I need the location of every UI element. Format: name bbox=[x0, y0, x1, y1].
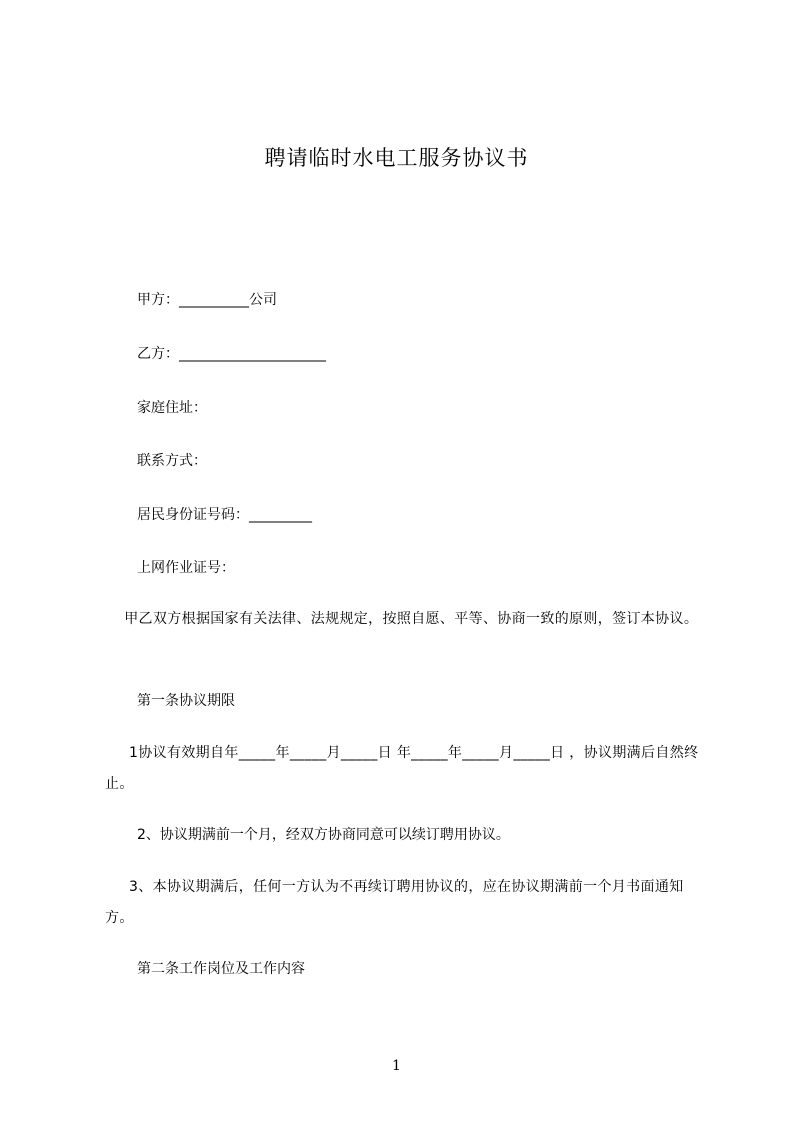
article-1-heading: 第一条协议期限 bbox=[137, 693, 235, 709]
clause-2-paragraph: 2、协议期满前一个月，经双方协商同意可以续订聘用协议。 bbox=[137, 827, 510, 843]
intro-paragraph: 甲乙双方根据国家有关法律、法规规定，按照自愿、平等、协商一致的原则，签订本协议。 bbox=[105, 611, 699, 627]
page-number: 1 bbox=[392, 1058, 401, 1074]
party-b-line: 乙方：_____________________ bbox=[137, 346, 326, 362]
clause-1-paragraph: 1协议有效期自年_____年_____月_____日 年_____年_____月_____日 ，协议期满后自然终止。 bbox=[105, 745, 699, 792]
contact-line: 联系方式： bbox=[137, 453, 207, 469]
article-2-heading: 第二条工作岗位及工作内容 bbox=[137, 961, 305, 977]
party-a-line: 甲方：__________公司 bbox=[137, 292, 277, 308]
online-work-cert-line: 上网作业证号： bbox=[137, 560, 235, 576]
id-number-line: 居民身份证号码：_________ bbox=[137, 507, 312, 523]
clause-3-paragraph: 3、本协议期满后，任何一方认为不再续订聘用协议的，应在协议期满前一个月书面通知方。 bbox=[105, 879, 684, 926]
document-title: 聘请临时水电工服务协议书 bbox=[264, 146, 529, 170]
home-address-line: 家庭住址： bbox=[137, 400, 207, 416]
